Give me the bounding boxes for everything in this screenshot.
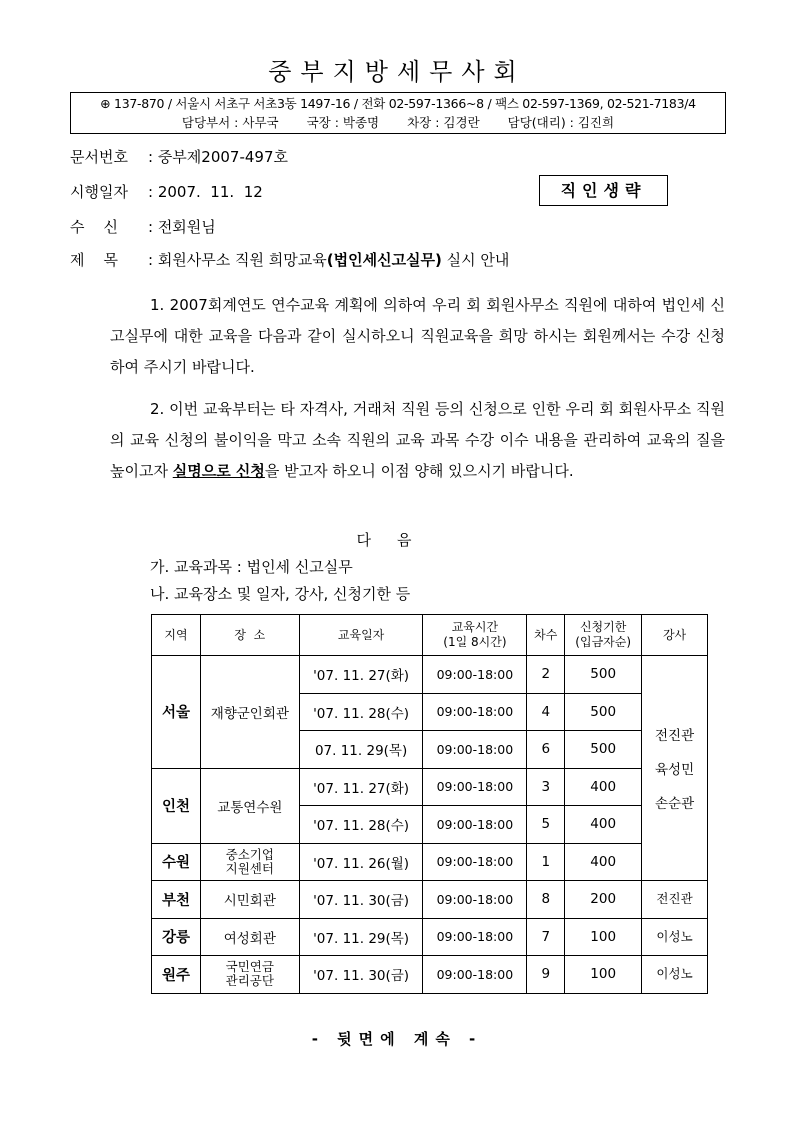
lecturer-bucheon: 전진관 (642, 881, 708, 919)
doc-subject (70, 249, 509, 270)
address-line (71, 94, 725, 113)
cell-date: '07. 11. 29(목) (299, 918, 423, 956)
venue-wonju-line1: 국민연금 (225, 959, 274, 975)
cell-time: 09:00-18:00 (423, 956, 527, 994)
paragraph-2-end: 을 받고자 하오니 이점 양해 있으시기 바랍니다. (264, 462, 574, 480)
cell-time: 09:00-18:00 (423, 843, 527, 881)
lecturer-name: 전진관 (654, 728, 695, 744)
header-deadline (565, 615, 642, 656)
staff-in-charge: 담당(대리) : 김진희 (507, 115, 615, 130)
cell-date: '07. 11. 26(월) (299, 843, 423, 881)
header-venue: 장 소 (200, 615, 299, 656)
table-row (152, 918, 708, 956)
cell-time: 09:00-18:00 (423, 656, 527, 694)
lecturer-group-1 (642, 656, 708, 881)
cell-session: 2 (527, 656, 565, 694)
table-row (152, 768, 708, 806)
cell-session: 1 (527, 843, 565, 881)
cell-date: '07. 11. 30(금) (299, 881, 423, 919)
doc-number (70, 146, 288, 167)
cell-deadline: 400 (565, 806, 642, 844)
doc-recipient-label: 수 신 (70, 218, 119, 236)
doc-date-label: 시행일자 (70, 183, 128, 201)
venue-incheon: 교통연수원 (200, 768, 299, 843)
cell-deadline: 200 (565, 881, 642, 919)
cell-date: 07. 11. 29(목) (299, 731, 423, 769)
lecturer-name: 손순관 (654, 796, 695, 812)
paragraph-2 (110, 394, 725, 487)
cell-session: 5 (527, 806, 565, 844)
header-deadline-line1: 신청기한 (579, 620, 627, 634)
item-venue-info: 나. 교육장소 및 일자, 강사, 신청기한 등 (150, 585, 411, 603)
venue-bucheon: 시민회관 (200, 881, 299, 919)
seal-omitted-stamp: 직인생략 (539, 175, 668, 206)
venue-suwon (200, 843, 299, 881)
doc-subject-suffix: 실시 안내 (441, 251, 510, 269)
header-session: 차수 (527, 615, 565, 656)
cell-session: 6 (527, 731, 565, 769)
header-lecturer: 강사 (642, 615, 708, 656)
region-incheon: 인천 (152, 768, 201, 843)
cell-session: 9 (527, 956, 565, 994)
cell-deadline: 500 (565, 731, 642, 769)
venue-wonju-line2: 관리공단 (225, 973, 274, 989)
org-title: 중부지방세무사회 (268, 58, 526, 86)
cell-time: 09:00-18:00 (423, 918, 527, 956)
doc-subject-bold: (법인세신고실무) (326, 251, 442, 269)
venue-wonju (200, 956, 299, 994)
header-deadline-line2: (입금자순) (575, 635, 632, 649)
venue-suwon-line1: 중소기업 (225, 846, 274, 862)
venue-gangneung: 여성회관 (200, 918, 299, 956)
cell-session: 3 (527, 768, 565, 806)
table-header-row (152, 615, 708, 656)
schedule-table (151, 614, 708, 994)
cell-session: 7 (527, 918, 565, 956)
region-seoul: 서울 (152, 656, 201, 769)
venue-seoul: 재향군인회관 (200, 656, 299, 769)
org-info-box (70, 92, 726, 134)
venue-suwon-line2: 지원센터 (225, 860, 274, 876)
cell-time: 09:00-18:00 (423, 693, 527, 731)
doc-subject-prefix: : 회원사무소 직원 희망교육 (148, 251, 327, 269)
item-course: 가. 교육과목 : 법인세 신고실무 (150, 558, 353, 576)
cell-time: 09:00-18:00 (423, 806, 527, 844)
notice-heading: 다음 (356, 531, 438, 549)
header-time-line2: (1일 8시간) (443, 635, 507, 649)
lecturer-name: 육성민 (654, 762, 695, 778)
cell-deadline: 100 (565, 918, 642, 956)
doc-number-value: : 중부제2007-497호 (148, 148, 288, 166)
table-row (152, 843, 708, 881)
cell-date: '07. 11. 28(수) (299, 693, 423, 731)
staff-dept: 담당부서 : 사무국 (181, 115, 279, 130)
cell-deadline: 500 (565, 693, 642, 731)
paragraph-2-start: 2. 이번 교육부터는 타 자격사, 거래처 직원 등의 신청으로 인한 우리 회 회원사무소 직원의 교육 신청의 불이익을 막고 소속 직원의 교육 과목 수강 이수 내용을 관리하여 교육의 질을 높이고자 (110, 400, 725, 480)
lecturer-wonju: 이성노 (642, 956, 708, 994)
doc-recipient-value: : 전회원님 (148, 218, 216, 236)
cell-deadline: 400 (565, 843, 642, 881)
cell-time: 09:00-18:00 (423, 881, 527, 919)
lecturer-gangneung: 이성노 (642, 918, 708, 956)
paragraph-2-emphasis: 실명으로 신청 (172, 462, 265, 480)
header-region: 지역 (152, 615, 201, 656)
table-row (152, 881, 708, 919)
region-wonju: 원주 (152, 956, 201, 994)
cell-date: '07. 11. 27(화) (299, 656, 423, 694)
cell-session: 8 (527, 881, 565, 919)
doc-date-value: : 2007. 11. 12 (148, 183, 263, 201)
staff-vice: 차장 : 김경란 (407, 115, 480, 130)
table-row (152, 656, 708, 694)
org-emblem-icon: ⊕ (100, 96, 111, 111)
region-bucheon: 부천 (152, 881, 201, 919)
cell-date: '07. 11. 27(화) (299, 768, 423, 806)
header-time-line1: 교육시간 (451, 620, 499, 634)
cell-deadline: 500 (565, 656, 642, 694)
cell-deadline: 100 (565, 956, 642, 994)
cell-time: 09:00-18:00 (423, 768, 527, 806)
cell-deadline: 400 (565, 768, 642, 806)
doc-number-label: 문서번호 (70, 148, 128, 166)
doc-subject-label: 제 목 (70, 251, 119, 269)
region-gangneung: 강릉 (152, 918, 201, 956)
paragraph-1: 1. 2007회계연도 연수교육 계획에 의하여 우리 회 회원사무소 직원에 대하여 법인세 신고실무에 대한 교육을 다음과 같이 실시하오니 직원교육을 희망 하시는 회원께서는 수강 신청하여 주시기 바랍니다. (110, 296, 725, 376)
cell-date: '07. 11. 28(수) (299, 806, 423, 844)
header-date: 교육일자 (299, 615, 423, 656)
cell-date: '07. 11. 30(금) (299, 956, 423, 994)
table-row (152, 956, 708, 994)
staff-director: 국장 : 박종명 (306, 115, 380, 130)
cell-time: 09:00-18:00 (423, 731, 527, 769)
doc-date (70, 181, 263, 202)
continued-footer: - 뒷면에 계속 - (311, 1030, 483, 1048)
address-text: 137-870 / 서울시 서초구 서초3동 1497-16 / 전화 02-597-1366~8 / 팩스 02-597-1369, 02-521-7183/4 (114, 96, 696, 111)
header-time (423, 615, 527, 656)
doc-recipient (70, 216, 216, 237)
cell-session: 4 (527, 693, 565, 731)
region-suwon: 수원 (152, 843, 201, 881)
staff-line (71, 113, 725, 132)
